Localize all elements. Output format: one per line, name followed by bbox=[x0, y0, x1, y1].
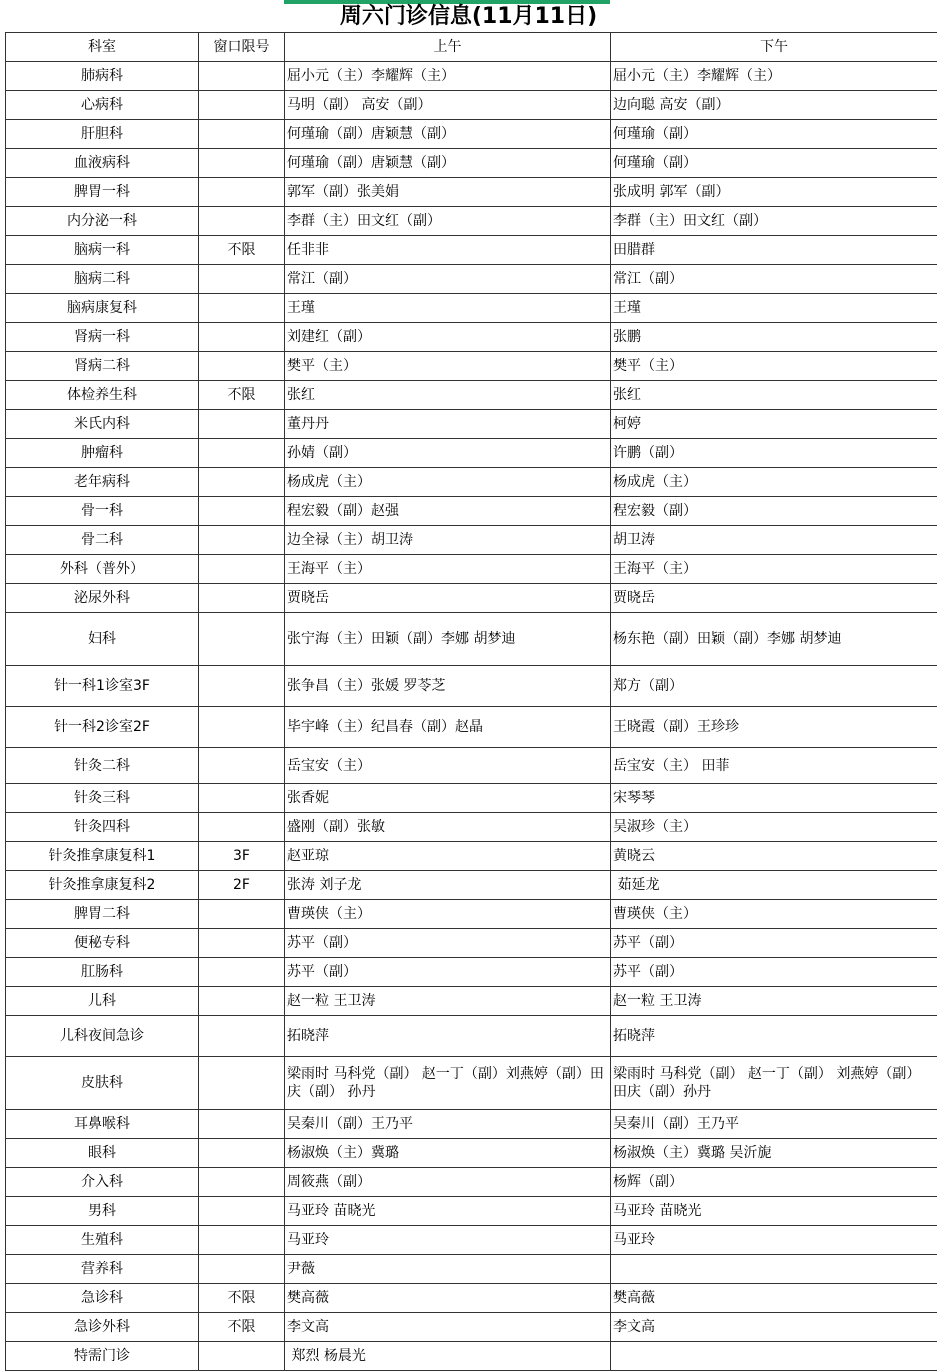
header-dept: 科室 bbox=[6, 33, 199, 62]
pm-cell: 黄晓云 bbox=[611, 842, 937, 871]
dept-cell: 针灸二科 bbox=[6, 748, 199, 784]
table-row bbox=[6, 352, 937, 381]
header-row bbox=[6, 33, 937, 62]
pm-cell: 许鹏（副） bbox=[611, 439, 937, 468]
am-cell: 吴秦川（副）王乃平 bbox=[285, 1110, 611, 1139]
dept-cell: 男科 bbox=[6, 1197, 199, 1226]
window-cell bbox=[199, 323, 285, 352]
pm-cell: 茹延龙 bbox=[611, 871, 937, 900]
dept-cell: 老年病科 bbox=[6, 468, 199, 497]
table-row bbox=[6, 294, 937, 323]
pm-cell: 柯婷 bbox=[611, 410, 937, 439]
window-cell bbox=[199, 410, 285, 439]
pm-cell: 李群（主）田文红（副） bbox=[611, 207, 937, 236]
dept-cell: 血液病科 bbox=[6, 149, 199, 178]
dept-cell: 外科（普外） bbox=[6, 555, 199, 584]
pm-cell: 贾晓岳 bbox=[611, 584, 937, 613]
table-row bbox=[6, 381, 937, 410]
dept-cell: 肛肠科 bbox=[6, 958, 199, 987]
table-row bbox=[6, 584, 937, 613]
pm-cell: 王海平（主） bbox=[611, 555, 937, 584]
am-cell: 拓晓萍 bbox=[285, 1016, 611, 1057]
am-cell: 赵亚琼 bbox=[285, 842, 611, 871]
pm-cell: 苏平（副） bbox=[611, 929, 937, 958]
window-cell bbox=[199, 584, 285, 613]
pm-cell: 岳宝安（主） 田菲 bbox=[611, 748, 937, 784]
table-row bbox=[6, 526, 937, 555]
am-cell: 曹瑛侠（主） bbox=[285, 900, 611, 929]
am-cell: 尹薇 bbox=[285, 1255, 611, 1284]
am-cell: 张涛 刘子龙 bbox=[285, 871, 611, 900]
am-cell: 董丹丹 bbox=[285, 410, 611, 439]
header-am: 上午 bbox=[285, 33, 611, 62]
table-row bbox=[6, 120, 937, 149]
am-cell: 王海平（主） bbox=[285, 555, 611, 584]
pm-cell: 王瑾 bbox=[611, 294, 937, 323]
dept-cell: 肾病二科 bbox=[6, 352, 199, 381]
window-cell: 不限 bbox=[199, 236, 285, 265]
am-cell: 任非非 bbox=[285, 236, 611, 265]
table-row bbox=[6, 91, 937, 120]
table-row bbox=[6, 613, 937, 666]
window-cell bbox=[199, 1110, 285, 1139]
window-cell bbox=[199, 1168, 285, 1197]
table-row bbox=[6, 1110, 937, 1139]
window-cell bbox=[199, 707, 285, 748]
table-row bbox=[6, 236, 937, 265]
table-row bbox=[6, 871, 937, 900]
window-cell: 2F bbox=[199, 871, 285, 900]
dept-cell: 妇科 bbox=[6, 613, 199, 666]
window-cell: 3F bbox=[199, 842, 285, 871]
table-row bbox=[6, 1342, 937, 1371]
pm-cell: 张红 bbox=[611, 381, 937, 410]
dept-cell: 皮肤科 bbox=[6, 1057, 199, 1110]
dept-cell: 脑病一科 bbox=[6, 236, 199, 265]
schedule-table bbox=[5, 32, 937, 1371]
pm-cell: 胡卫涛 bbox=[611, 526, 937, 555]
window-cell bbox=[199, 748, 285, 784]
table-row bbox=[6, 1284, 937, 1313]
am-cell: 张宁海（主）田颖（副）李娜 胡梦迪 bbox=[285, 613, 611, 666]
dept-cell: 针一科1诊室3F bbox=[6, 666, 199, 707]
am-cell: 杨淑焕（主）冀璐 bbox=[285, 1139, 611, 1168]
window-cell bbox=[199, 1139, 285, 1168]
am-cell: 屈小元（主）李耀辉（主） bbox=[285, 62, 611, 91]
window-cell bbox=[199, 526, 285, 555]
table-row bbox=[6, 323, 937, 352]
dept-cell: 脾胃二科 bbox=[6, 900, 199, 929]
window-cell bbox=[199, 91, 285, 120]
window-cell bbox=[199, 1226, 285, 1255]
pm-cell: 吴淑珍（主） bbox=[611, 813, 937, 842]
dept-cell: 急诊科 bbox=[6, 1284, 199, 1313]
dept-cell: 心病科 bbox=[6, 91, 199, 120]
dept-cell: 针灸四科 bbox=[6, 813, 199, 842]
am-cell: 贾晓岳 bbox=[285, 584, 611, 613]
table-row bbox=[6, 666, 937, 707]
dept-cell: 骨二科 bbox=[6, 526, 199, 555]
dept-cell: 儿科 bbox=[6, 987, 199, 1016]
table-row bbox=[6, 207, 937, 236]
am-cell: 孙婧（副） bbox=[285, 439, 611, 468]
pm-cell: 常江（副） bbox=[611, 265, 937, 294]
table-row bbox=[6, 555, 937, 584]
pm-cell: 王晓霞（副）王珍珍 bbox=[611, 707, 937, 748]
window-cell bbox=[199, 613, 285, 666]
pm-cell: 赵一粒 王卫涛 bbox=[611, 987, 937, 1016]
window-cell bbox=[199, 120, 285, 149]
table-row bbox=[6, 178, 937, 207]
table-row bbox=[6, 842, 937, 871]
am-cell: 马明（副） 高安（副） bbox=[285, 91, 611, 120]
window-cell bbox=[199, 929, 285, 958]
am-cell: 何瑾瑜（副）唐颖慧（副） bbox=[285, 149, 611, 178]
table-row bbox=[6, 149, 937, 178]
am-cell: 郭军（副）张美娟 bbox=[285, 178, 611, 207]
header-pm: 下午 bbox=[611, 33, 937, 62]
pm-cell: 何瑾瑜（副） bbox=[611, 149, 937, 178]
dept-cell: 针一科2诊室2F bbox=[6, 707, 199, 748]
dept-cell: 针灸推拿康复科1 bbox=[6, 842, 199, 871]
dept-cell: 针灸推拿康复科2 bbox=[6, 871, 199, 900]
window-cell bbox=[199, 497, 285, 526]
am-cell: 张红 bbox=[285, 381, 611, 410]
pm-cell: 拓晓萍 bbox=[611, 1016, 937, 1057]
pm-cell: 宋琴琴 bbox=[611, 784, 937, 813]
dept-cell: 脑病二科 bbox=[6, 265, 199, 294]
am-cell: 边全禄（主）胡卫涛 bbox=[285, 526, 611, 555]
window-cell bbox=[199, 149, 285, 178]
table-row bbox=[6, 784, 937, 813]
table-row bbox=[6, 1313, 937, 1342]
table-row bbox=[6, 1016, 937, 1057]
am-cell: 盛刚（副）张敏 bbox=[285, 813, 611, 842]
dept-cell: 针灸三科 bbox=[6, 784, 199, 813]
am-cell: 毕宇峰（主）纪昌春（副）赵晶 bbox=[285, 707, 611, 748]
am-cell: 张香妮 bbox=[285, 784, 611, 813]
table-row bbox=[6, 987, 937, 1016]
am-cell: 苏平（副） bbox=[285, 958, 611, 987]
am-cell: 苏平（副） bbox=[285, 929, 611, 958]
am-cell: 张争昌（主）张媛 罗苓芝 bbox=[285, 666, 611, 707]
am-cell: 梁雨时 马科党（副） 赵一丁（副）刘燕婷（副）田庆（副） 孙丹 bbox=[285, 1057, 611, 1110]
window-cell bbox=[199, 1057, 285, 1110]
pm-cell: 屈小元（主）李耀辉（主） bbox=[611, 62, 937, 91]
dept-cell: 体检养生科 bbox=[6, 381, 199, 410]
window-cell bbox=[199, 813, 285, 842]
am-cell: 何瑾瑜（副）唐颖慧（副） bbox=[285, 120, 611, 149]
table-row bbox=[6, 410, 937, 439]
pm-cell: 樊平（主） bbox=[611, 352, 937, 381]
pm-cell: 张鹏 bbox=[611, 323, 937, 352]
am-cell: 郑烈 杨晨光 bbox=[285, 1342, 611, 1371]
dept-cell: 急诊外科 bbox=[6, 1313, 199, 1342]
am-cell: 刘建红（副） bbox=[285, 323, 611, 352]
am-cell: 樊平（主） bbox=[285, 352, 611, 381]
am-cell: 马亚玲 bbox=[285, 1226, 611, 1255]
pm-cell: 杨淑焕（主）冀璐 吴沂旎 bbox=[611, 1139, 937, 1168]
dept-cell: 介入科 bbox=[6, 1168, 199, 1197]
am-cell: 王瑾 bbox=[285, 294, 611, 323]
table-row bbox=[6, 1226, 937, 1255]
am-cell: 岳宝安（主） bbox=[285, 748, 611, 784]
dept-cell: 营养科 bbox=[6, 1255, 199, 1284]
am-cell: 程宏毅（副）赵强 bbox=[285, 497, 611, 526]
window-cell bbox=[199, 958, 285, 987]
table-row bbox=[6, 1197, 937, 1226]
pm-cell: 马亚玲 bbox=[611, 1226, 937, 1255]
window-cell: 不限 bbox=[199, 1313, 285, 1342]
am-cell: 周筱燕（副） bbox=[285, 1168, 611, 1197]
window-cell bbox=[199, 178, 285, 207]
pm-cell: 张成明 郭军（副） bbox=[611, 178, 937, 207]
table-row bbox=[6, 929, 937, 958]
window-cell: 不限 bbox=[199, 381, 285, 410]
am-cell: 杨成虎（主） bbox=[285, 468, 611, 497]
pm-cell: 梁雨时 马科党（副） 赵一丁（副） 刘燕婷（副） 田庆（副）孙丹 bbox=[611, 1057, 937, 1110]
window-cell bbox=[199, 265, 285, 294]
pm-cell bbox=[611, 1342, 937, 1371]
am-cell: 赵一粒 王卫涛 bbox=[285, 987, 611, 1016]
window-cell bbox=[199, 62, 285, 91]
pm-cell: 李文高 bbox=[611, 1313, 937, 1342]
window-cell bbox=[199, 784, 285, 813]
window-cell bbox=[199, 555, 285, 584]
dept-cell: 生殖科 bbox=[6, 1226, 199, 1255]
dept-cell: 肺病科 bbox=[6, 62, 199, 91]
table-row bbox=[6, 813, 937, 842]
pm-cell: 吴秦川（副）王乃平 bbox=[611, 1110, 937, 1139]
dept-cell: 儿科夜间急诊 bbox=[6, 1016, 199, 1057]
window-cell bbox=[199, 666, 285, 707]
window-cell bbox=[199, 207, 285, 236]
window-cell bbox=[199, 439, 285, 468]
table-row bbox=[6, 439, 937, 468]
window-cell bbox=[199, 294, 285, 323]
dept-cell: 耳鼻喉科 bbox=[6, 1110, 199, 1139]
table-row bbox=[6, 900, 937, 929]
dept-cell: 便秘专科 bbox=[6, 929, 199, 958]
window-cell: 不限 bbox=[199, 1284, 285, 1313]
table-row bbox=[6, 497, 937, 526]
dept-cell: 肝胆科 bbox=[6, 120, 199, 149]
dept-cell: 脾胃一科 bbox=[6, 178, 199, 207]
table-row bbox=[6, 62, 937, 91]
pm-cell: 杨成虎（主） bbox=[611, 468, 937, 497]
window-cell bbox=[199, 1197, 285, 1226]
pm-cell: 樊高薇 bbox=[611, 1284, 937, 1313]
pm-cell: 何瑾瑜（副） bbox=[611, 120, 937, 149]
header-window: 窗口限号 bbox=[199, 33, 285, 62]
dept-cell: 特需门诊 bbox=[6, 1342, 199, 1371]
table-row bbox=[6, 1057, 937, 1110]
window-cell bbox=[199, 468, 285, 497]
dept-cell: 泌尿外科 bbox=[6, 584, 199, 613]
window-cell bbox=[199, 1255, 285, 1284]
am-cell: 樊高薇 bbox=[285, 1284, 611, 1313]
pm-cell: 田腊群 bbox=[611, 236, 937, 265]
table-row bbox=[6, 1168, 937, 1197]
table-row bbox=[6, 748, 937, 784]
table-row bbox=[6, 958, 937, 987]
dept-cell: 眼科 bbox=[6, 1139, 199, 1168]
window-cell bbox=[199, 900, 285, 929]
am-cell: 李群（主）田文红（副） bbox=[285, 207, 611, 236]
pm-cell: 郑方（副） bbox=[611, 666, 937, 707]
table-row bbox=[6, 265, 937, 294]
window-cell bbox=[199, 987, 285, 1016]
table-row bbox=[6, 1139, 937, 1168]
schedule-body bbox=[6, 62, 937, 1371]
pm-cell: 曹瑛侠（主） bbox=[611, 900, 937, 929]
pm-cell: 边向聪 高安（副） bbox=[611, 91, 937, 120]
dept-cell: 内分泌一科 bbox=[6, 207, 199, 236]
window-cell bbox=[199, 352, 285, 381]
dept-cell: 肿瘤科 bbox=[6, 439, 199, 468]
dept-cell: 肾病一科 bbox=[6, 323, 199, 352]
table-row bbox=[6, 468, 937, 497]
window-cell bbox=[199, 1016, 285, 1057]
pm-cell: 杨辉（副） bbox=[611, 1168, 937, 1197]
am-cell: 常江（副） bbox=[285, 265, 611, 294]
table-row bbox=[6, 1255, 937, 1284]
pm-cell: 杨东艳（副）田颖（副）李娜 胡梦迪 bbox=[611, 613, 937, 666]
dept-cell: 脑病康复科 bbox=[6, 294, 199, 323]
window-cell bbox=[199, 1342, 285, 1371]
am-cell: 李文高 bbox=[285, 1313, 611, 1342]
dept-cell: 骨一科 bbox=[6, 497, 199, 526]
pm-cell: 马亚玲 苗晓光 bbox=[611, 1197, 937, 1226]
am-cell: 马亚玲 苗晓光 bbox=[285, 1197, 611, 1226]
dept-cell: 米氏内科 bbox=[6, 410, 199, 439]
pm-cell: 程宏毅（副） bbox=[611, 497, 937, 526]
page-title: 周六门诊信息(11月11日) bbox=[339, 4, 598, 29]
table-row bbox=[6, 707, 937, 748]
pm-cell: 苏平（副） bbox=[611, 958, 937, 987]
pm-cell bbox=[611, 1255, 937, 1284]
